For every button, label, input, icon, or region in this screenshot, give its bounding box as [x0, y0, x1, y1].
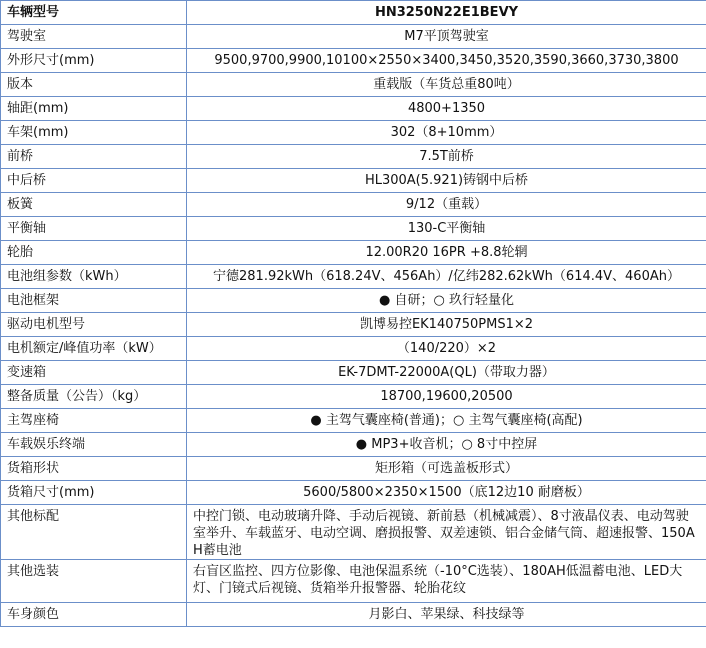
table-row [1, 337, 706, 361]
row-label: 平衡轴 [1, 217, 187, 241]
table-row [1, 385, 706, 409]
row-label: 电池框架 [1, 289, 187, 313]
table-row [1, 481, 706, 505]
table-row [1, 313, 706, 337]
table-row [1, 289, 706, 313]
row-label: 驱动电机型号 [1, 313, 187, 337]
table-row [1, 49, 706, 73]
table-row [1, 169, 706, 193]
row-value: 12.00R20 16PR +8.8轮辋 [187, 241, 706, 265]
table-row [1, 433, 706, 457]
table-row [1, 217, 706, 241]
row-label: 整备质量（公告）（kg） [1, 385, 187, 409]
row-label: 前桥 [1, 145, 187, 169]
row-label: 车架(mm) [1, 121, 187, 145]
row-label: 轴距(mm) [1, 97, 187, 121]
table-row [1, 505, 706, 560]
table-header-row [1, 1, 706, 25]
row-label: 电机额定/峰值功率（kW） [1, 337, 187, 361]
row-label: 轮胎 [1, 241, 187, 265]
table-row [1, 560, 706, 603]
table-row [1, 121, 706, 145]
row-value: 右盲区监控、四方位影像、电池保温系统（-10°C选装）、180AH低温蓄电池、LED大灯、门镜式后视镜、货箱举升报警器、轮胎花纹 [187, 560, 706, 603]
table-row [1, 97, 706, 121]
header-model-value: HN3250N22E1BEVY [187, 1, 706, 25]
table-row [1, 265, 706, 289]
row-label: 主驾座椅 [1, 409, 187, 433]
row-value: M7平顶驾驶室 [187, 25, 706, 49]
row-label: 中后桥 [1, 169, 187, 193]
row-label: 外形尺寸(mm) [1, 49, 187, 73]
row-label: 货箱尺寸(mm) [1, 481, 187, 505]
row-label: 变速箱 [1, 361, 187, 385]
table-row [1, 241, 706, 265]
row-value: 宁德281.92kWh（618.24V、456Ah）/亿纬282.62kWh（614.4V、460Ah） [187, 265, 706, 289]
table-row [1, 409, 706, 433]
table-row [1, 193, 706, 217]
row-value: ● 主驾气囊座椅(普通)；○ 主驾气囊座椅(高配) [187, 409, 706, 433]
header-label: 车辆型号 [1, 1, 187, 25]
row-value: 9500,9700,9900,10100×2550×3400,3450,3520,3590,3660,3730,3800 [187, 49, 706, 73]
row-value: EK-7DMT-22000A(QL)（带取力器） [187, 361, 706, 385]
row-value: 月影白、苹果绿、科技绿等 [187, 603, 706, 627]
row-label: 车身颜色 [1, 603, 187, 627]
row-label: 驾驶室 [1, 25, 187, 49]
table-row [1, 73, 706, 97]
row-value: 矩形箱（可选盖板形式） [187, 457, 706, 481]
row-value: 18700,19600,20500 [187, 385, 706, 409]
table-row [1, 457, 706, 481]
table-row [1, 603, 706, 627]
row-value: 重载版（车货总重80吨） [187, 73, 706, 97]
row-value: 凯博易控EK140750PMS1×2 [187, 313, 706, 337]
row-label: 货箱形状 [1, 457, 187, 481]
row-label: 电池组参数（kWh） [1, 265, 187, 289]
row-label: 其他选装 [1, 560, 187, 603]
row-value: 130-C平衡轴 [187, 217, 706, 241]
table-row [1, 25, 706, 49]
row-value: 7.5T前桥 [187, 145, 706, 169]
row-value: ● 自研；○ 玖行轻量化 [187, 289, 706, 313]
row-value: 302（8+10mm） [187, 121, 706, 145]
row-value: ● MP3+收音机；○ 8寸中控屏 [187, 433, 706, 457]
row-label: 其他标配 [1, 505, 187, 560]
row-value: 中控门锁、电动玻璃升降、手动后视镜、新前悬（机械减震）、8寸液晶仪表、电动驾驶室举升、车载蓝牙、电动空调、磨损报警、双差速锁、铝合金储气筒、超速报警、150AH蓄电池 [187, 505, 706, 560]
row-value: 9/12（重载） [187, 193, 706, 217]
row-value: 4800+1350 [187, 97, 706, 121]
table-row [1, 145, 706, 169]
row-value: HL300A(5.921)铸钢中后桥 [187, 169, 706, 193]
row-label: 板簧 [1, 193, 187, 217]
row-value: 5600/5800×2350×1500（底12边10 耐磨板） [187, 481, 706, 505]
table-row [1, 361, 706, 385]
row-label: 版本 [1, 73, 187, 97]
row-label: 车载娱乐终端 [1, 433, 187, 457]
row-value: （140/220）×2 [187, 337, 706, 361]
